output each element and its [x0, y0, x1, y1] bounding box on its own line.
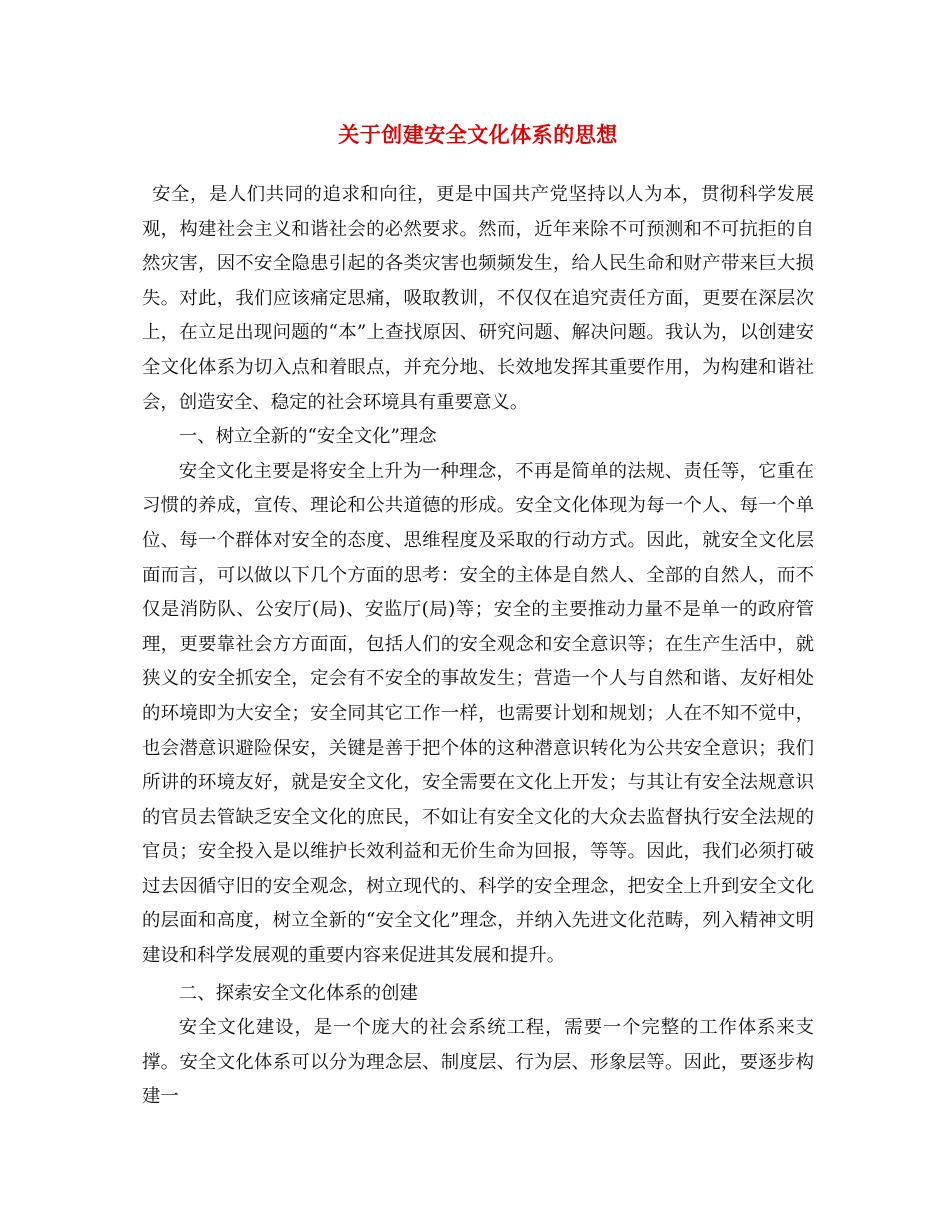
document-title: 关于创建安全文化体系的思想	[338, 122, 618, 147]
intro-paragraph: 安全，是人们共同的追求和向往，更是中国共产党坚持以人为本，贯彻科学发展观，构建社会主义和谐社会的必然要求。然而，近年来除不可预测和不可抗拒的自然灾害，因不安全隐患引起的各类灾害也频频发生，给人民生命和财产带来巨大损失。对此，我们应该痛定思痛，吸取教训，不仅仅在追究责任方面，更要在深层次上，在立足出现问题的“本”上查找原因、研究问题、解决问题。我认为，以创建安全文化体系为切入点和着眼点，并充分地、长效地发挥其重要作用，为构建和谐社会，创造安全、稳定的社会环境具有重要意义。	[142, 184, 814, 413]
section-1-paragraph: 安全文化主要是将安全上升为一种理念，不再是简单的法规、责任等，它重在习惯的养成，宣传、理论和公共道德的形成。安全文化体现为每一个人、每一个单位、每一个群体对安全的态度、思维程度及采取的行动方式。因此，就安全文化层面而言，可以做以下几个方面的思考：安全的主体是自然人、全部的自然人，而不仅是消防队、公安厅(局)、安监厅(局)等；安全的主要推动力量不是单一的政府管理，更要靠社会方方面面，包括人们的安全观念和安全意识等；在生产生活中，就狭义的安全抓安全，定会有不安全的事故发生；营造一个人与自然和谐、友好相处的环境即为大安全；安全同其它工作一样，也需要计划和规划；人在不知不觉中，也会潜意识避险保安，关键是善于把个体的这种潜意识转化为公共安全意识；我们所讲的环境友好，就是安全文化，安全需要在文化上开发；与其让有安全法规意识的官员去管缺乏安全文化的庶民，不如让有安全文化的大众去监督执行安全法规的官员；安全投入是以维护长效利益和无价生命为回报，等等。因此，我们必须打破过去因循守旧的安全观念，树立现代的、科学的安全理念，把安全上升到安全文化的层面和高度，树立全新的“安全文化”理念，并纳入先进文化范畴，列入精神文明建设和科学发展观的重要内容来促进其发展和提升。	[142, 460, 814, 967]
section-1-heading: 一、树立全新的“安全文化”理念	[178, 426, 437, 448]
section-2-paragraph: 安全文化建设，是一个庞大的社会系统工程，需要一个完整的工作体系来支撑。安全文化体系可以分为理念层、制度层、行为层、形象层等。因此，要逐步构建一	[142, 1017, 814, 1108]
section-2-heading: 二、探索安全文化体系的创建	[178, 982, 418, 1004]
document-page	[142, 118, 814, 1115]
